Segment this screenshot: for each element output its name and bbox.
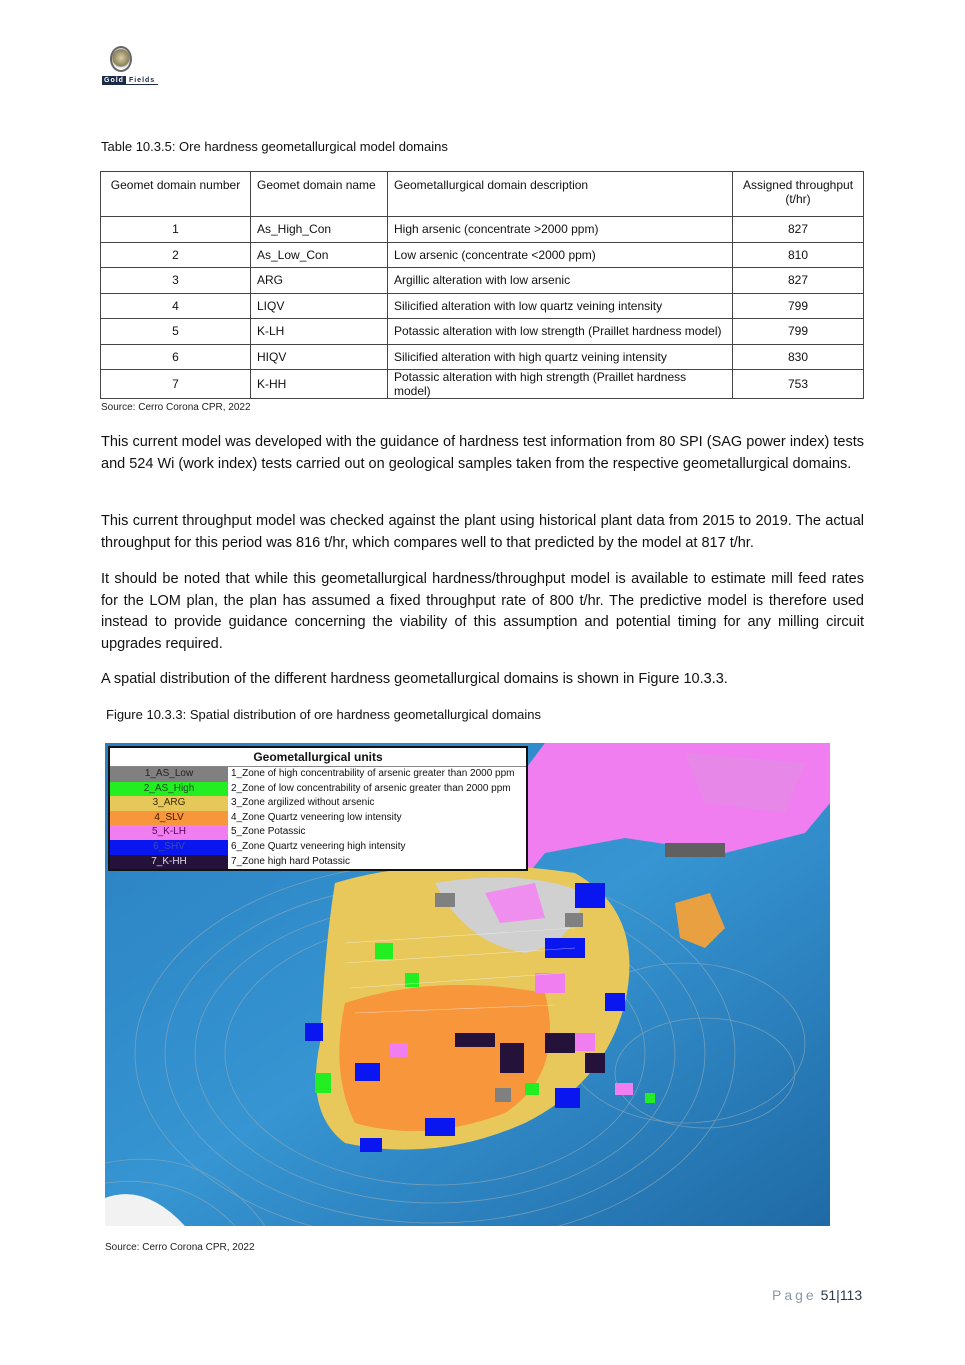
geomet-domain-map — [105, 743, 830, 1226]
legend-description: 4_Zone Quartz veneering low intensity — [231, 811, 402, 823]
legend-item — [110, 796, 526, 811]
legend-item — [110, 825, 526, 840]
table-caption: Table 10.3.5: Ore hardness geometallurgical model domains — [101, 139, 448, 154]
cell-number: 1 — [101, 217, 251, 243]
legend-description: 6_Zone Quartz veneering high intensity — [231, 840, 406, 852]
header-assigned-throughput: Assigned throughput (t/hr) — [733, 172, 864, 217]
gold-fields-logo — [102, 46, 168, 88]
header-domain-description: Geometallurgical domain description — [388, 172, 733, 217]
cell-number: 4 — [101, 293, 251, 319]
cell-description: Argillic alteration with low arsenic — [388, 268, 733, 294]
table-row — [101, 268, 864, 294]
legend-description: 7_Zone high hard Potassic — [231, 855, 350, 867]
page-separator: | — [836, 1287, 840, 1303]
legend-swatch: 5_K-LH — [110, 825, 228, 840]
cell-name: LIQV — [251, 293, 388, 319]
cell-name: ARG — [251, 268, 388, 294]
table-row — [101, 344, 864, 370]
table-row — [101, 319, 864, 345]
cell-number: 3 — [101, 268, 251, 294]
cell-throughput: 799 — [733, 293, 864, 319]
table-row — [101, 217, 864, 243]
page-number — [772, 1287, 862, 1303]
table-row — [101, 370, 864, 399]
header-domain-name: Geomet domain name — [251, 172, 388, 217]
legend-swatch: 3_ARG — [110, 796, 228, 811]
legend-item — [110, 767, 526, 782]
paragraph-3: It should be noted that while this geometallurgical hardness/throughput model is available to estimate mill feed rates for the LOM plan, the plan has assumed a fixed throughput rate of 800 t/hr. The predictive model is therefore used instead to provide guidance concerning the viability of this assumption and potential timing for any milling circuit upgrades required. — [101, 571, 864, 652]
total-pages: 113 — [839, 1287, 863, 1303]
crest-icon — [110, 46, 132, 72]
cell-description: High arsenic (concentrate >2000 ppm) — [388, 217, 733, 243]
cell-number: 5 — [101, 319, 251, 345]
header-domain-number: Geomet domain number — [101, 172, 251, 217]
cell-throughput: 827 — [733, 268, 864, 294]
current-page: 51 — [820, 1287, 837, 1303]
paragraph-4: A spatial distribution of the different hardness geometallurgical domains is shown in Figure 10.3.3. — [101, 671, 728, 687]
legend-description: 3_Zone argilized without arsenic — [231, 797, 375, 809]
legend-description: 2_Zone of low concentrability of arsenic greater than 2000 ppm — [231, 782, 511, 794]
cell-throughput: 830 — [733, 344, 864, 370]
legend-swatch: 6_SHV — [110, 840, 228, 855]
domains-table — [100, 171, 864, 399]
legend-item — [110, 782, 526, 797]
figure-caption: Figure 10.3.3: Spatial distribution of ore hardness geometallurgical domains — [106, 707, 542, 722]
cell-description: Low arsenic (concentrate <2000 ppm) — [388, 242, 733, 268]
cell-name: HIQV — [251, 344, 388, 370]
logo-text-gold: Gold — [104, 77, 124, 84]
cell-throughput: 799 — [733, 319, 864, 345]
cell-throughput: 810 — [733, 242, 864, 268]
cell-number: 2 — [101, 242, 251, 268]
map-legend — [108, 746, 528, 871]
cell-description: Silicified alteration with high quartz veining intensity — [388, 344, 733, 370]
table-row — [101, 242, 864, 268]
legend-swatch: 4_SLV — [110, 811, 228, 826]
legend-description: 1_Zone of high concentrability of arsenic greater than 2000 ppm — [231, 768, 515, 779]
table-row — [101, 293, 864, 319]
table-source: Source: Cerro Corona CPR, 2022 — [101, 402, 251, 413]
legend-description: 5_Zone Potassic — [231, 826, 306, 838]
cell-name: As_Low_Con — [251, 242, 388, 268]
legend-item — [110, 840, 526, 855]
cell-description: Potassic alteration with high strength (Praillet hardness model) — [388, 370, 733, 399]
cell-name: As_High_Con — [251, 217, 388, 243]
legend-item — [110, 811, 526, 826]
page-label: Page — [772, 1287, 817, 1303]
legend-title: Geometallurgical units — [110, 748, 526, 767]
legend-swatch: 2_AS_High — [110, 782, 228, 797]
cell-throughput: 753 — [733, 370, 864, 399]
paragraph-2: This current throughput model was checked against the plant using historical plant data from 2015 to 2019. The actual throughput for this period was 816 t/hr, which compares well to that predicted by the model at 817 t/hr. — [101, 513, 864, 551]
figure-source: Source: Cerro Corona CPR, 2022 — [105, 1242, 255, 1253]
logo-text-fields: Fields — [126, 76, 158, 85]
cell-name: K-LH — [251, 319, 388, 345]
cell-throughput: 827 — [733, 217, 864, 243]
cell-number: 6 — [101, 344, 251, 370]
cell-number: 7 — [101, 370, 251, 399]
paragraph-1: This current model was developed with the guidance of hardness test information from 80 SPI (SAG power index) tests and 524 Wi (work index) tests carried out on geological samples taken from the respective geometallurgical domains. — [101, 434, 864, 472]
table-header-row — [101, 172, 864, 217]
legend-swatch: 7_K-HH — [110, 855, 228, 870]
cell-description: Silicified alteration with low quartz veining intensity — [388, 293, 733, 319]
legend-item — [110, 855, 526, 870]
cell-name: K-HH — [251, 370, 388, 399]
cell-description: Potassic alteration with low strength (Praillet hardness model) — [388, 319, 733, 345]
legend-swatch: 1_AS_Low — [110, 767, 228, 782]
